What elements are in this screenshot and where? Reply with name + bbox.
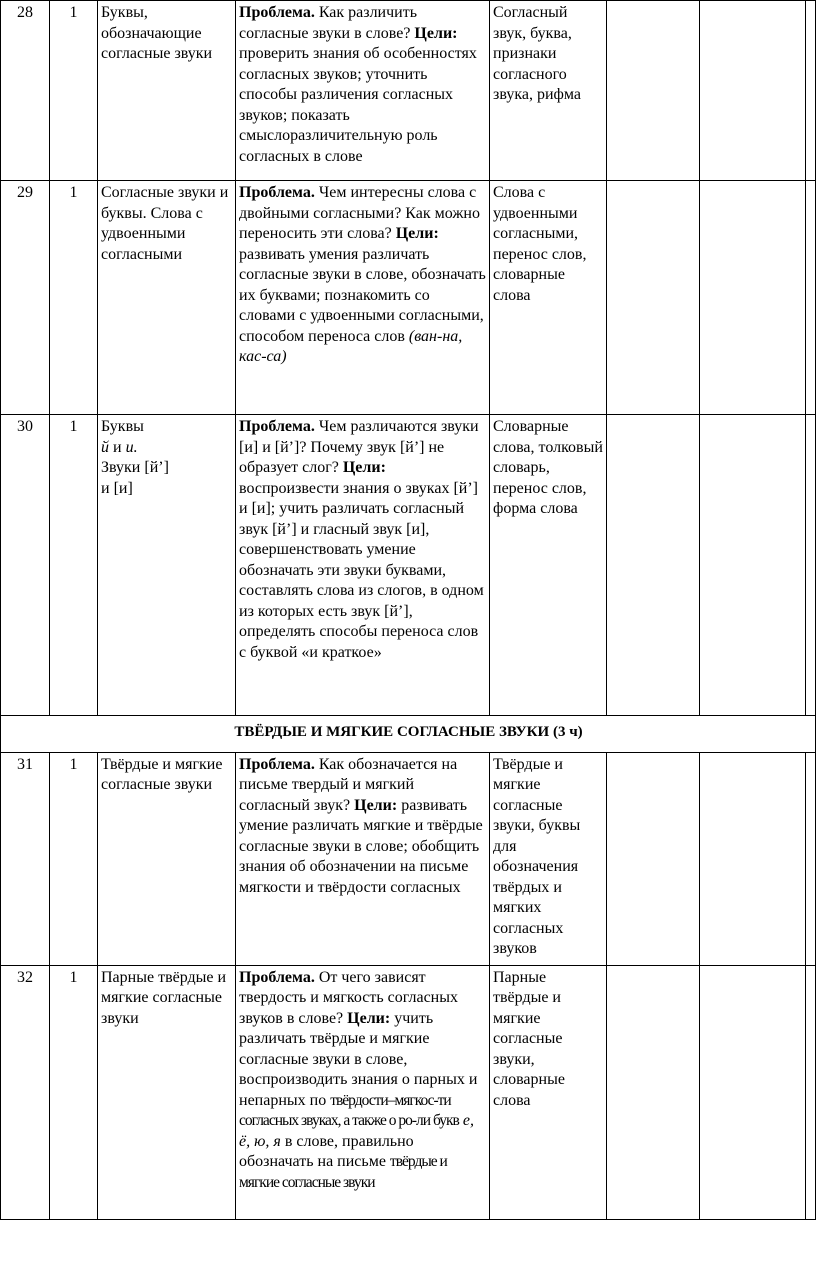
- goals-text: воспроизвести знания о звуках [й’] и [и]; учить различать согласный звук [й’] и гласный звук [и], совершенствовать умение обозначать эти звуки буквами, составлять слова из слогов, в одном из которых есть звук [й’], определять способы переноса слов с буквой «и краткое»: [239, 479, 484, 661]
- goals-text: учить различать твёрдые и мягкие согласные звуки в слове, воспроизводить знания о парных и непарных по: [239, 1009, 478, 1109]
- lesson-topic: [98, 415, 236, 716]
- problem-label: Проблема.: [239, 418, 315, 435]
- problem-text: Чем интересны слова с двойными согласными? Как можно переносить эти слова?: [239, 184, 480, 242]
- key-terms: Парные твёрдые и мягкие согласные звуки, словарные слова: [490, 965, 607, 1219]
- lesson-number: 31: [1, 752, 50, 965]
- hours-count: 1: [50, 415, 98, 716]
- letter-short-i: й: [101, 438, 109, 456]
- empty-cell: [806, 415, 816, 716]
- empty-cell: [700, 181, 806, 415]
- key-terms: Словарные слова, толковый словарь, перенос слов, форма слова: [490, 415, 607, 716]
- goals-label: Цели:: [342, 459, 386, 476]
- empty-cell: [806, 181, 816, 415]
- conjunction: и: [113, 438, 122, 456]
- hours-count: 1: [50, 1, 98, 181]
- goals-text: развивать умение различать мягкие и твёрдые согласные звуки в слове; обобщить знания об обозначении на письме мягкости и твёрдости согласных: [239, 796, 483, 896]
- empty-cell: [607, 752, 700, 965]
- problem-label: Проблема.: [239, 4, 315, 21]
- problem-label: Проблема.: [239, 184, 315, 201]
- goals-text: развивать умения различать согласные звуки в слове, обозначать их буквами; познакомить со словами с удвоенными согласными, способом переноса слов: [239, 245, 486, 345]
- empty-cell: [607, 1, 700, 181]
- empty-cell: [700, 1, 806, 181]
- lesson-topic: Парные твёрдые и мягкие согласные звуки: [98, 965, 236, 1219]
- table-row: [1, 1, 816, 181]
- goals-label: Цели:: [347, 1009, 391, 1027]
- problem-label: Проблема.: [239, 968, 315, 986]
- hours-count: 1: [50, 181, 98, 415]
- lesson-number: 32: [1, 965, 50, 1219]
- goals-text-condensed: твёрдости–мягкос-ти согласных звуках, а также о ро-ли букв: [239, 1091, 459, 1129]
- lesson-topic: Твёрдые и мягкие согласные звуки: [98, 752, 236, 965]
- empty-cell: [607, 181, 700, 415]
- lesson-number: 29: [1, 181, 50, 415]
- problem-label: Проблема.: [239, 755, 315, 773]
- goals-letters: е, ё, ю, я: [239, 1112, 474, 1150]
- lesson-topic: Согласные звуки и буквы. Слова с удвоенными согласными: [98, 181, 236, 415]
- problem-text: Как обозначается на письме твердый и мягкий согласный звук?: [239, 755, 458, 814]
- empty-cell: [700, 415, 806, 716]
- table-row: [1, 181, 816, 415]
- table-row: [1, 415, 816, 716]
- lesson-topic: Буквы, обозначающие согласные звуки: [98, 1, 236, 181]
- key-terms: Слова с удвоенными согласными, перенос слов, словарные слова: [490, 181, 607, 415]
- topic-line: Буквы: [101, 418, 144, 435]
- key-terms: Согласный звук, буква, признаки согласного звука, рифма: [490, 1, 607, 181]
- problem-text: От чего зависят твердость и мягкость согласных звуков в слове?: [239, 968, 458, 1027]
- lesson-problem-goals: [236, 965, 490, 1219]
- table-row: [1, 752, 816, 965]
- empty-cell: [700, 752, 806, 965]
- lesson-number: 30: [1, 415, 50, 716]
- letter-i: и.: [125, 438, 138, 456]
- key-terms: Твёрдые и мягкие согласные звуки, буквы для обозначения твёрдых и мягких согласных звуков: [490, 752, 607, 965]
- topic-line: и [и]: [101, 479, 133, 497]
- lesson-number: 28: [1, 1, 50, 181]
- topic-letters-line: [101, 438, 233, 459]
- hours-count: 1: [50, 752, 98, 965]
- goals-label: Цели:: [414, 24, 458, 42]
- goals-text: проверить знания об особенностях согласных звуков; уточнить способы различения согласных звуков; показать смыслоразличительную роль согласных в слове: [239, 45, 477, 165]
- section-title: ТВЁРДЫЕ И МЯГКИЕ СОГЛАСНЫЕ ЗВУКИ (3 ч): [1, 716, 816, 753]
- problem-text: Чем различаются звуки [и] и [й’]? Почему звук [й’] не образует слог?: [239, 418, 479, 476]
- table-row: [1, 965, 816, 1219]
- lesson-problem-goals: [236, 752, 490, 965]
- empty-cell: [700, 965, 806, 1219]
- empty-cell: [806, 752, 816, 965]
- goals-label: Цели:: [354, 796, 398, 814]
- lesson-problem-goals: [236, 181, 490, 415]
- goals-text-condensed: твёрдые и мягкие согласные звуки: [239, 1153, 447, 1191]
- goals-text: в слове, правильно обозначать на письме: [239, 1132, 414, 1170]
- goals-example: (ван-на, кас-са): [239, 327, 463, 365]
- lesson-problem-goals: [236, 415, 490, 716]
- empty-cell: [806, 1, 816, 181]
- lesson-problem-goals: [236, 1, 490, 181]
- empty-cell: [607, 415, 700, 716]
- problem-text: Как различить согласные звуки в слове?: [239, 4, 418, 42]
- hours-count: 1: [50, 965, 98, 1219]
- section-header-row: [1, 716, 816, 753]
- topic-line: Звуки [й’]: [101, 459, 169, 476]
- empty-cell: [806, 965, 816, 1219]
- goals-label: Цели:: [395, 225, 439, 242]
- empty-cell: [607, 965, 700, 1219]
